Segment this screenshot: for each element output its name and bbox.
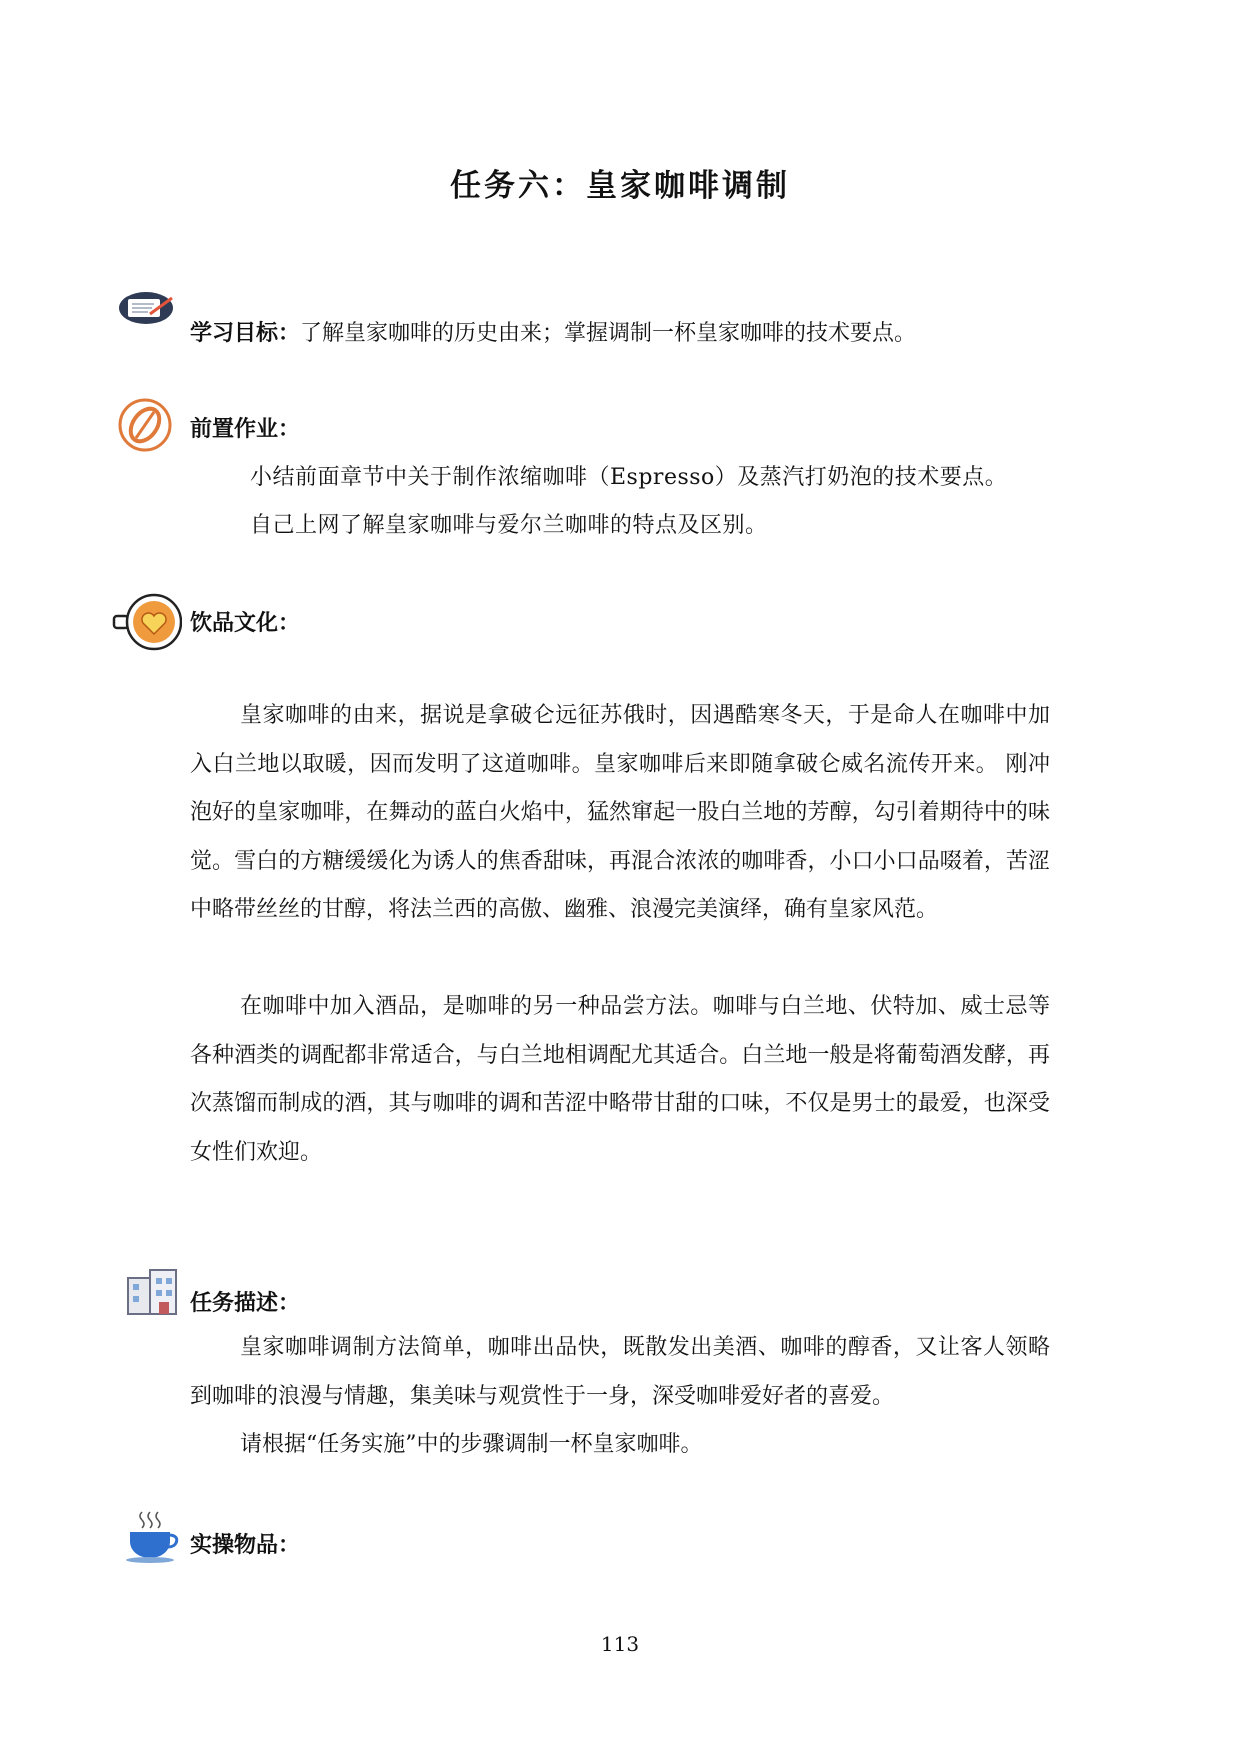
learning-goals-label: 学习目标：: [190, 320, 301, 346]
learning-goals-text: 了解皇家咖啡的历史由来；掌握调制一杯皇家咖啡的技术要点。: [300, 321, 917, 346]
prework-label: 前置作业：: [190, 416, 301, 442]
prework-item: 自己上网了解皇家咖啡与爱尔兰咖啡的特点及区别。: [250, 513, 768, 538]
coffee-bean-icon: [118, 398, 172, 452]
prework-item: 小结前面章节中关于制作浓缩咖啡（Espresso）及蒸汽打奶泡的技术要点。: [250, 465, 1008, 490]
materials-label: 实操物品：: [190, 1532, 301, 1558]
culture-paragraph: 在咖啡中加入酒品，是咖啡的另一种品尝方法。咖啡与白兰地、伏特加、威士忌等各种酒类的调配都非常适合，与白兰地相调配尤其适合。白兰地一般是将葡萄酒发酵，再次蒸馏而制成的酒，其与咖啡的调和苦涩中略带甘甜的口味，不仅是男士的最爱，也深受女性们欢迎。: [190, 994, 1050, 1165]
culture-label: 饮品文化：: [190, 610, 301, 636]
learning-goals: [190, 316, 916, 347]
culture-paragraph: 皇家咖啡的由来，据说是拿破仑远征苏俄时，因遇酷寒冬天，于是命人在咖啡中加入白兰地以取暖，因而发明了这道咖啡。皇家咖啡后来即随拿破仑威名流传开来。 刚冲泡好的皇家咖啡，在舞动的蓝白火焰中，猛然窜起一股白兰地的芳醇，勾引着期待中的味觉。雪白的方糖缓缓化为诱人的焦香甜味，再混合浓浓的咖啡香，小口小口品啜着，苦涩中略带丝丝的甘醇，将法兰西的高傲、幽雅、浪漫完美演绎，确有皇家风范。: [190, 703, 1050, 922]
task-label: 任务描述：: [190, 1290, 301, 1316]
steaming-cup-icon: [124, 1510, 180, 1564]
task-paragraph: 请根据“任务实施”中的步骤调制一杯皇家咖啡。: [240, 1432, 703, 1457]
building-icon: [126, 1268, 178, 1316]
page-title: 任务六：皇家咖啡调制: [450, 168, 790, 204]
heart-coffee-cup-icon: [112, 592, 182, 652]
notebook-pencil-icon: [118, 290, 178, 326]
page-number: 113: [600, 1632, 640, 1656]
task-paragraph: 皇家咖啡调制方法简单，咖啡出品快，既散发出美酒、咖啡的醇香，又让客人领略到咖啡的浪漫与情趣，集美味与观赏性于一身，深受咖啡爱好者的喜爱。: [190, 1335, 1050, 1409]
